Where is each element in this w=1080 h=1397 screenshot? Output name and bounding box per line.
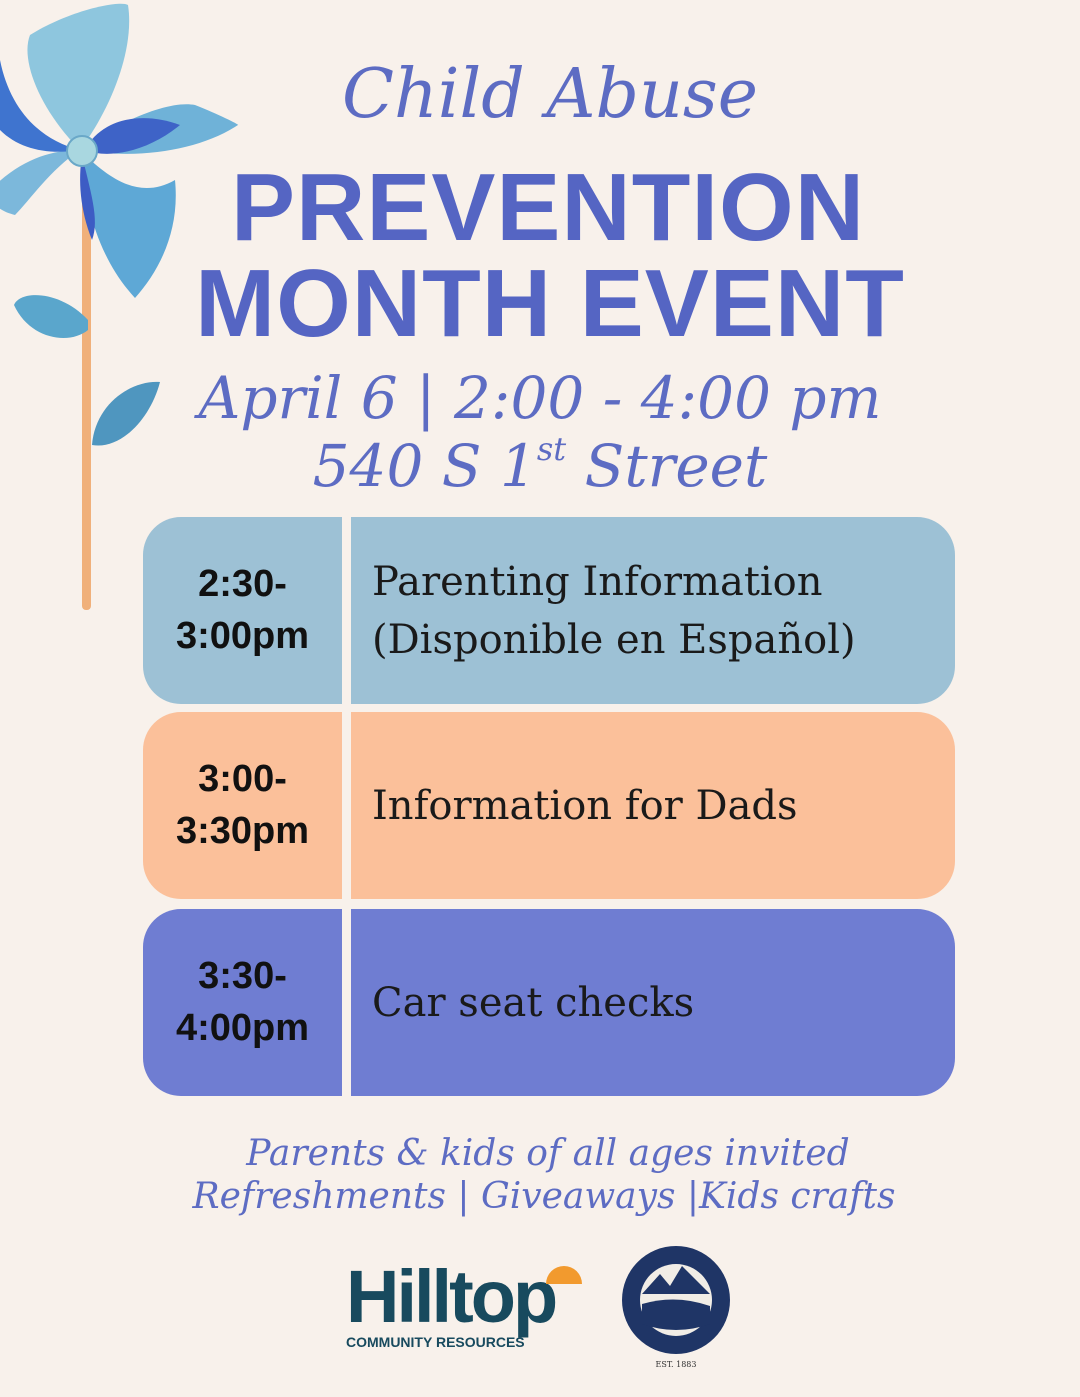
schedule-row (143, 712, 955, 899)
footer-amenities: Refreshments | Giveaways |Kids crafts (192, 1176, 896, 1217)
schedule-description: Car seat checks (351, 909, 955, 1096)
schedule-row (143, 909, 955, 1096)
address-street: Street (566, 432, 768, 500)
hilltop-logo: Hilltop COMMUNITY RESOURCES (346, 1262, 601, 1352)
schedule-time: 2:30- 3:00pm (143, 517, 342, 704)
county-seal-icon (620, 1244, 732, 1356)
schedule-time: 3:30- 4:00pm (143, 909, 342, 1096)
event-address (0, 430, 1080, 500)
event-date-time: April 6 | 2:00 - 4:00 pm (198, 364, 882, 432)
title-month-event: MONTH EVENT (195, 250, 905, 357)
schedule-description: Information for Dads (351, 712, 955, 899)
schedule-description: Parenting Information (Disponible en Español) (351, 517, 955, 704)
address-ordinal: st (536, 430, 567, 468)
footer-invited: Parents & kids of all ages invited (246, 1133, 850, 1174)
title-prevention: PREVENTION (230, 154, 866, 261)
montrose-county-seal: EST. 1883 (620, 1244, 732, 1370)
schedule-row (143, 517, 955, 704)
address-number: 540 S 1 (312, 432, 537, 500)
title-child-abuse: Child Abuse (341, 55, 759, 134)
schedule-time: 3:00- 3:30pm (143, 712, 342, 899)
